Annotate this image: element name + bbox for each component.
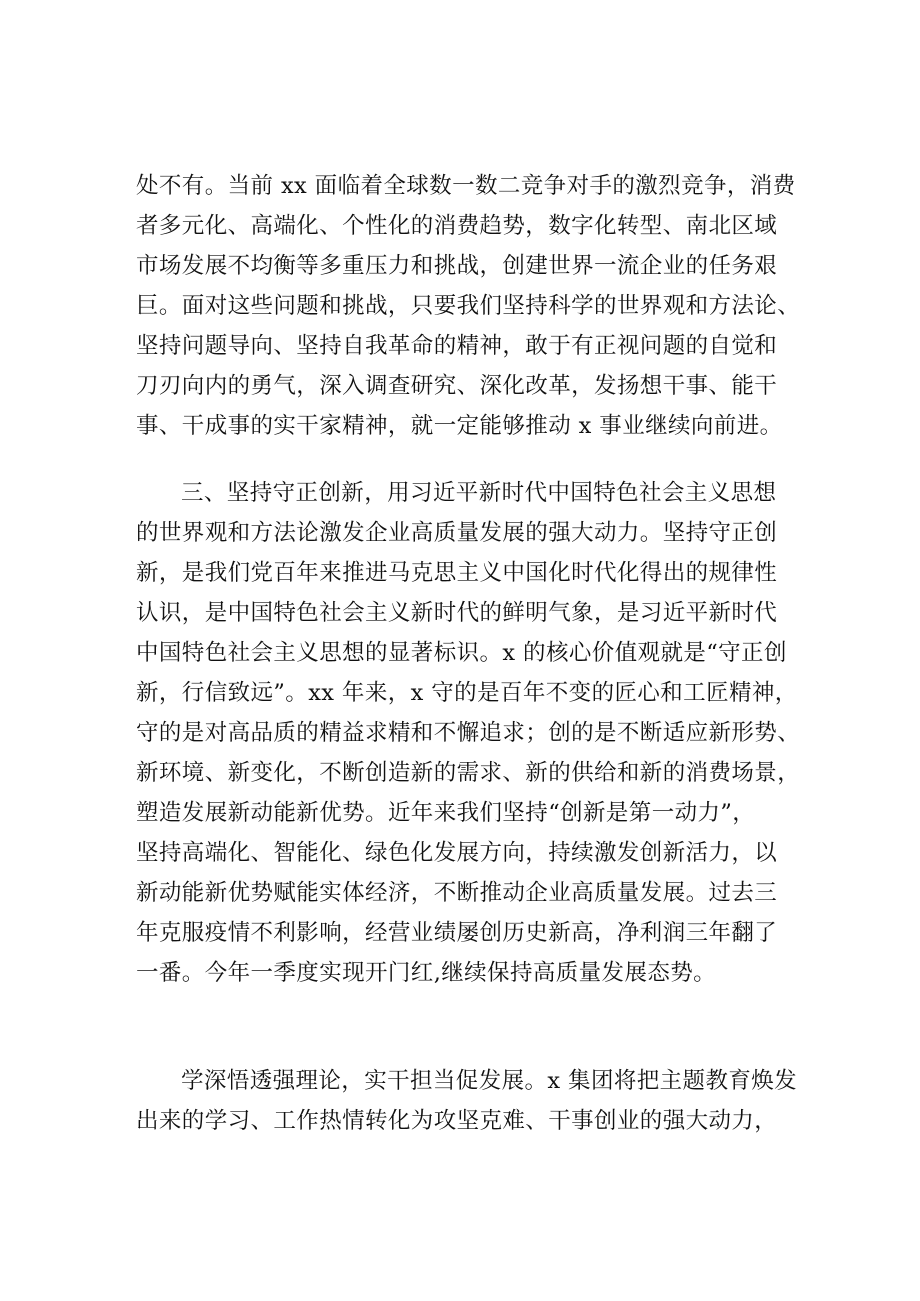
text-line: 一番。今年一季度实现开门红,继续保持高质量发展态势。 xyxy=(136,960,717,986)
text-line: 塑造发展新动能新优势。近年来我们坚持“创新是第一动力”， xyxy=(136,800,756,826)
text-line: 新，是我们党百年来推进马克思主义中国化时代化得出的规律性 xyxy=(136,560,778,586)
text-line: 出来的学习、工作热情转化为攻坚克难、干事创业的强大动力， xyxy=(136,1108,778,1134)
text-line: 者多元化、高端化、个性化的消费趋势，数字化转型、南北区域 xyxy=(136,213,778,239)
text-line: 巨。面对这些问题和挑战，只要我们坚持科学的世界观和方法论、 xyxy=(136,293,801,319)
text-line: 处不有。当前 xx 面临着全球数一数二竞争对手的激烈竞争，消费 xyxy=(136,173,796,199)
text-line: 事、干成事的实干家精神，就一定能够推动 x 事业继续向前进。 xyxy=(136,413,783,439)
text-line: 新动能新优势赋能实体经济，不断推动企业高质量发展。过去三 xyxy=(136,880,778,906)
text-line: 坚持高端化、智能化、绿色化发展方向，持续激发创新活力，以 xyxy=(136,840,778,866)
text-line: 刀刃向内的勇气，深入调查研究、深化改革，发扬想干事、能干 xyxy=(136,373,778,399)
text-line: 中国特色社会主义思想的显著标识。x 的核心价值观就是“守正创 xyxy=(136,640,787,666)
text-line: 坚持问题导向、坚持自我革命的精神，敢于有正视问题的自觉和 xyxy=(136,333,778,359)
text-line-first: 学深悟透强理论，实干担当促发展。x 集团将把主题教育焕发 xyxy=(181,1068,798,1094)
paragraph-continuation xyxy=(136,166,816,446)
text-line: 年克服疫情不利影响，经营业绩屡创历史新高，净利润三年翻了 xyxy=(136,920,778,946)
text-line-first: 三、坚持守正创新，用习近平新时代中国特色社会主义思想 xyxy=(181,480,777,506)
text-line: 新，行信致远”。xx 年来，x 守的是百年不变的匠心和工匠精神， xyxy=(136,680,798,706)
text-line: 守的是对高品质的精益求精和不懈追求；创的是不断适应新形势、 xyxy=(136,720,801,746)
text-line: 新环境、新变化，不断创造新的需求、新的供给和新的消费场景， xyxy=(136,760,801,786)
text-line: 市场发展不均衡等多重压力和挑战，创建世界一流企业的任务艰 xyxy=(136,253,778,279)
paragraph-practice xyxy=(136,1061,816,1141)
text-line: 认识，是中国特色社会主义新时代的鲜明气象，是习近平新时代 xyxy=(136,600,778,626)
paragraph-section-three xyxy=(136,473,816,993)
text-line: 的世界观和方法论激发企业高质量发展的强大动力。坚持守正创 xyxy=(136,520,778,546)
